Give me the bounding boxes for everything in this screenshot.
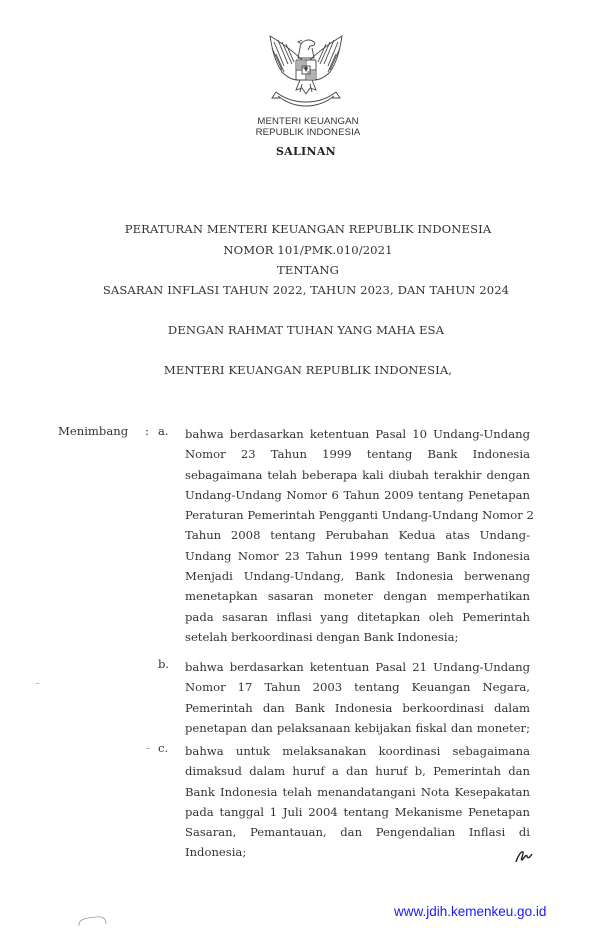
copy-stamp: SALINAN (275, 145, 337, 158)
regulation-number: NOMOR 101/PMK.010/2021 (223, 243, 393, 257)
text-line: bahwa berdasarkan ketentuan Pasal 21 Undang-Undang (185, 660, 530, 674)
scan-speck (146, 748, 150, 749)
text-line: Tahun 2008 tentang Perubahan Kedua atas Undang- (185, 528, 530, 543)
regulation-about-label: TENTANG (277, 263, 339, 277)
text-line: Indonesia; (185, 845, 247, 860)
text-line: penetapan dan pelaksanaan kebijakan fiskal dan moneter; (185, 720, 530, 735)
text-line: Nomor 17 Tahun 2003 tentang Keuangan Negara, (185, 680, 530, 695)
regulation-title: PERATURAN MENTERI KEUANGAN REPUBLIK INDONESIA (124, 222, 492, 236)
text-line: Sasaran, Pemantauan, dan Pengendalian Inflasi di (185, 825, 530, 840)
text-line: sebagaimana telah beberapa kali diubah terakhir dengan (185, 467, 530, 482)
text-line: Nomor 23 Tahun 1999 tentang Bank Indonesia (185, 447, 530, 462)
text-line: dimaksud dalam huruf a dan huruf b, Pemerintah dan (185, 764, 530, 779)
text-line: menetapkan sasaran moneter dengan memperhatikan (185, 589, 530, 604)
text-line: setelah berkoordinasi dengan Bank Indonesia; (185, 629, 459, 644)
item-letter: c. (158, 741, 169, 755)
preamble: DENGAN RAHMAT TUHAN YANG MAHA ESA (167, 323, 445, 337)
text-line: Bank Indonesia telah menandatangani Nota Kesepakatan (185, 784, 530, 799)
scan-speck (36, 683, 39, 684)
item-text (185, 424, 534, 647)
considerations-label: Menimbang (58, 424, 129, 438)
margin-scribble-icon (76, 912, 110, 928)
ministry-name-line2: REPUBLIK INDONESIA (255, 127, 361, 138)
text-line: bahwa untuk melaksanakan koordinasi sebagaimana (185, 744, 530, 758)
text-line: pada tanggal 1 Juli 2004 tentang Mekanisme Penetapan (185, 804, 530, 819)
text-line: pada sasaran inflasi yang ditetapkan oleh Pemerintah (185, 609, 530, 624)
considerations-colon: : (145, 424, 149, 438)
text-line: Pemerintah dan Bank Indonesia berkoordinasi dalam (185, 700, 530, 715)
initial-signature-icon (514, 848, 534, 864)
source-website-link[interactable]: www.jdih.kemenkeu.go.id (394, 904, 547, 919)
item-text (185, 657, 530, 738)
text-line: Undang Nomor 23 Tahun 1999 tentang Bank Indonesia (185, 548, 530, 563)
ministry-name-line1: MENTERI KEUANGAN (257, 116, 359, 127)
text-line: Undang-Undang Nomor 6 Tahun 2009 tentang Penetapan (185, 487, 530, 502)
authority-line: MENTERI KEUANGAN REPUBLIK INDONESIA, (163, 363, 453, 377)
text-line: Menjadi Undang-Undang, Bank Indonesia berwenang (185, 569, 530, 584)
text-line: bahwa berdasarkan ketentuan Pasal 10 Undang-Undang (185, 427, 530, 441)
item-letter: a. (158, 424, 169, 438)
item-text (185, 741, 530, 863)
text-line: Peraturan Pemerintah Pengganti Undang-Undang Nomor 2 (185, 508, 534, 523)
item-letter: b. (158, 657, 170, 671)
garuda-emblem-icon (262, 30, 350, 112)
regulation-subject: SASARAN INFLASI TAHUN 2022, TAHUN 2023, DAN TAHUN 2024 (102, 283, 510, 297)
